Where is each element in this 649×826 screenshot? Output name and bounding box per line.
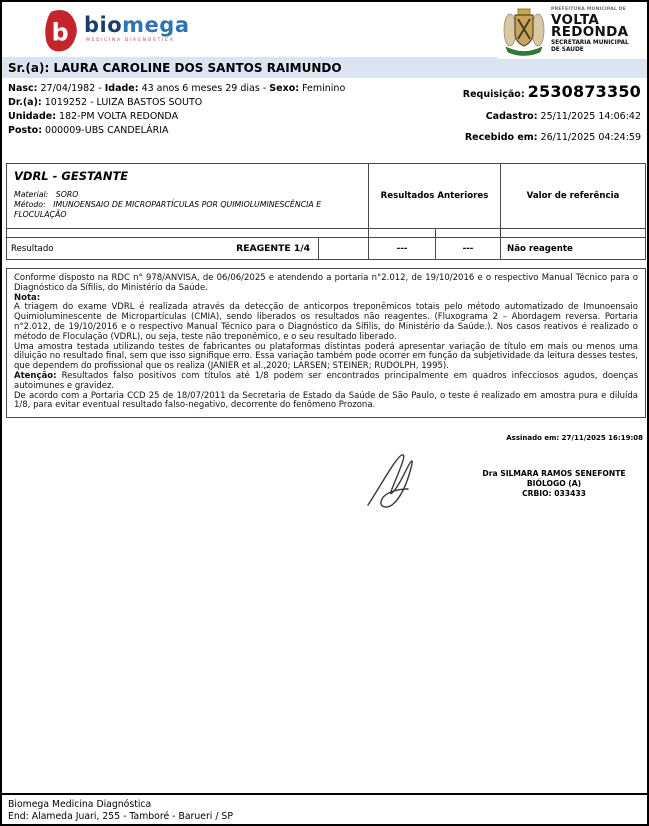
results-table <box>6 163 646 260</box>
seal-city-line1: VOLTA <box>551 12 600 29</box>
requisition-line: Requisição: 2530873350 <box>462 82 641 101</box>
requisition-number: 2530873350 <box>527 82 641 101</box>
signed-at-line: Assinado em: 27/11/2025 16:19:08 <box>506 434 643 442</box>
signer-block <box>463 469 645 499</box>
svg-text:b: b <box>51 18 69 47</box>
note-warning-label: Atenção: <box>14 370 57 381</box>
previous-result-2: --- <box>435 237 500 259</box>
seal-prefix: PREFEITURA MUNICIPAL DE <box>551 6 627 12</box>
municipal-seal <box>497 2 647 59</box>
signer-role: BIÓLOGO (A) <box>526 479 582 488</box>
logo-subtitle: MEDICINA DIAGNÓSTICA <box>86 38 175 43</box>
exam-title: VDRL - GESTANTE <box>14 169 129 183</box>
exam-header-cell <box>7 164 368 228</box>
result-label: Resultado <box>11 243 54 254</box>
spacer-cell <box>435 228 500 237</box>
registration-line: Cadastro: 25/11/2025 14:06:42 <box>485 111 641 122</box>
patient-station-line: Posto: 000009-UBS CANDELÁRIA <box>8 125 169 136</box>
patient-doctor-line: Dr.(a): 1019252 - LUIZA BASTOS SOUTO <box>8 97 203 108</box>
note-portaria: De acordo com a Portaria CCD 25 de 18/07/2011 da Secretaria de Estado da Saúde de São Paulo, o teste é realizado em amostra pura e diluída 1/8, para evitar eventual resultado falso-negativo, decorrente do fenômeno Prozona. <box>14 390 638 411</box>
exam-method-line: Método: IMUNOENSAIO DE MICROPARTÍCULAS POR QUIMIOLUMINESCÊNCIA E FLOCULAÇÃO <box>14 200 322 219</box>
patient-unit-line: Unidade: 182-PM VOLTA REDONDA <box>8 111 179 122</box>
patient-birth-line: Nasc: 27/04/1982 - Idade: 43 anos 6 meses 29 dias - Sexo: Feminino <box>8 83 346 94</box>
note-sample-variation: Uma amostra testada utilizando testes de fabricantes ou plataformas distintas poderá apresentar variação de título em mais ou menos uma diluição no resultado final, sem que isso signifique erro. Essa variação também pode ocorrer em função da subjetividade da leitura desses testes, que dependem do profissional que os realiza (JANIER et al.,2020; LARSEN; STEINER; RUDOLPH, 1995). <box>14 341 638 372</box>
patient-info <box>8 82 345 138</box>
signer-registry: CRBIO: 033433 <box>522 489 586 498</box>
note-screening: A triagem do exame VDRL é realizada através da detecção de anticorpos treponêmicos totais pelo método automatizado de Imunoensaio Quimioluminescente de Micropartículas (CMIA), sendo liberados os resultados não reagentes. (Fluxograma 2 – Abordagem reversa. Portaria n°2.012, de 19/10/2016 e o respectivo Manual Técnico para o Diagnóstico da Sífilis, do Ministério da Saúde.). Nos casos reativos é realizado o método de Floculação (VDRL), ou seja, teste não treponêmico, e o seu resultado liberado. <box>14 302 638 342</box>
result-value: REAGENTE 1/4 <box>236 243 310 254</box>
received-line: Recebido em: 26/11/2025 04:24:59 <box>464 132 641 143</box>
biomega-logo <box>44 8 190 54</box>
signature-image <box>362 449 434 511</box>
spacer-cell <box>368 228 435 237</box>
spacer-cell <box>7 228 368 237</box>
seal-city-line2: REDONDA <box>551 24 629 41</box>
column-header-previous-results: Resultados Anteriores <box>368 164 500 228</box>
logo-wordmark: biomega <box>84 13 190 37</box>
note-label: Nota: <box>14 292 41 303</box>
signer-name: Dra SILMARA RAMOS SENEFONTE <box>482 469 626 478</box>
result-row-main <box>7 237 318 259</box>
seal-secretary-line2: DE SAUDE <box>551 46 584 53</box>
result-empty-cell <box>318 237 368 259</box>
footer-company: Biomega Medicina Diagnóstica <box>8 799 152 810</box>
exam-material-line: Material: SORO <box>14 190 79 199</box>
footer <box>2 793 647 826</box>
footer-address: End: Alameda Juari, 255 - Tamboré - Barueri / SP <box>8 811 233 822</box>
spacer-cell <box>500 228 645 237</box>
coat-of-arms-icon <box>501 6 547 56</box>
seal-secretary-line1: SECRETARIA MUNICIPAL <box>551 40 629 47</box>
note-intro: Conforme disposto na RDC n° 978/ANVISA, de 06/06/2025 e atendendo a portaria n°2.012, de 19/10/2016 e o respectivo Manual Técnico para o Diagnóstico da Sífilis, do Ministério da Saúde. <box>14 273 638 293</box>
request-info <box>463 82 641 143</box>
reference-value: Não reagente <box>500 237 645 259</box>
note-warning-text: Resultados falso positivos com títulos até 1/8 podem ser encontrados principalmente em quadros infecciosos agudos, doenças autoimunes e gravidez. <box>14 370 639 391</box>
droplet-icon <box>44 8 78 54</box>
column-header-reference-value: Valor de referência <box>500 164 645 228</box>
patient-name-bar: Sr.(a): LAURA CAROLINE DOS SANTOS RAIMUNDO <box>2 57 647 78</box>
previous-result-1: --- <box>368 237 435 259</box>
notes-box <box>6 268 646 418</box>
